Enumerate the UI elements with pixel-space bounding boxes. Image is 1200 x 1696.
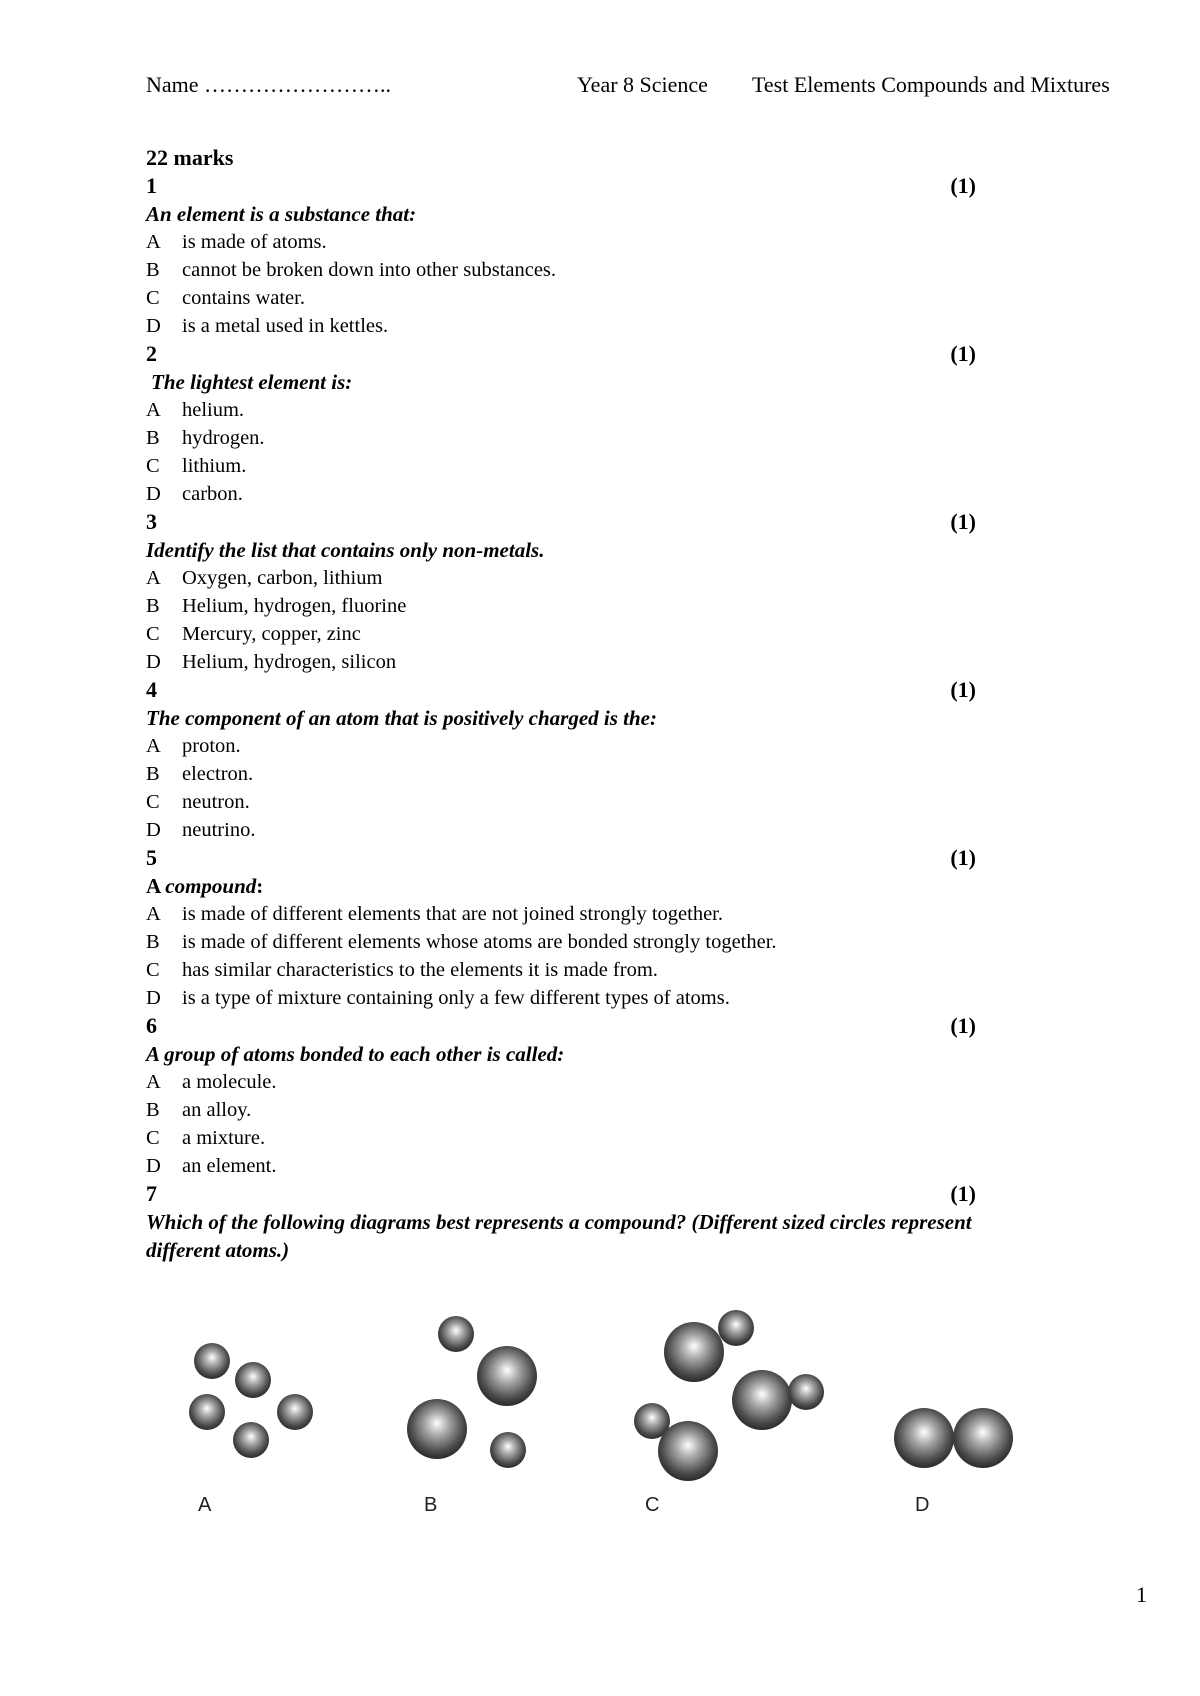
option-text: hydrogen. xyxy=(182,427,265,449)
diagram-label-c: C xyxy=(645,1494,660,1516)
option-letter: B xyxy=(146,259,160,281)
answer-option-b xyxy=(146,1096,976,1124)
atom xyxy=(664,1322,724,1382)
question-1 xyxy=(146,172,976,340)
option-text: is a metal used in kettles. xyxy=(182,315,389,337)
atom xyxy=(477,1346,537,1406)
option-text: has similar characteristics to the elements it is made from. xyxy=(182,959,658,981)
question-3 xyxy=(146,508,976,676)
question-7 xyxy=(146,1180,976,1264)
option-text: a mixture. xyxy=(182,1127,266,1149)
option-letter: B xyxy=(146,1099,160,1121)
question-number: 6 xyxy=(146,1013,157,1038)
answer-option-a xyxy=(146,564,976,592)
atom xyxy=(407,1399,467,1459)
option-letter: D xyxy=(146,1155,161,1177)
diagram-d xyxy=(894,1408,1013,1468)
option-letter: A xyxy=(146,1071,161,1093)
atom xyxy=(438,1316,474,1352)
option-text: carbon. xyxy=(182,483,243,505)
option-text: lithium. xyxy=(182,455,247,477)
option-letter: B xyxy=(146,595,160,617)
atom xyxy=(233,1422,269,1458)
option-text: a molecule. xyxy=(182,1071,277,1093)
option-text: helium. xyxy=(182,399,245,421)
diagram-label-d: D xyxy=(915,1494,930,1516)
option-text: electron. xyxy=(182,763,254,785)
option-letter: D xyxy=(146,987,161,1009)
question-marks: (1) xyxy=(950,173,976,198)
question-number: 5 xyxy=(146,845,157,870)
option-letter: A xyxy=(146,735,161,757)
particle-diagrams xyxy=(0,1280,1200,1540)
question-marks: (1) xyxy=(950,677,976,702)
atom xyxy=(732,1370,792,1430)
diagram-label-b: B xyxy=(424,1494,438,1516)
question-stem: The lightest element is: xyxy=(151,370,353,394)
question-stem: An element is a substance that: xyxy=(146,202,417,226)
atom xyxy=(718,1310,754,1346)
year-label: Year 8 Science xyxy=(577,72,708,97)
test-title: Test Elements Compounds and Mixtures xyxy=(752,72,1110,97)
answer-option-b xyxy=(146,256,976,284)
answer-option-d xyxy=(146,312,976,340)
answer-option-a xyxy=(146,396,976,424)
option-text: an alloy. xyxy=(182,1099,252,1121)
question-4 xyxy=(146,676,976,844)
option-text: is made of atoms. xyxy=(182,231,327,253)
answer-option-d xyxy=(146,816,976,844)
atom xyxy=(194,1343,230,1379)
atom xyxy=(894,1408,954,1468)
question-marks: (1) xyxy=(950,1013,976,1038)
total-marks: 22 marks xyxy=(146,145,234,170)
option-text: an element. xyxy=(182,1155,277,1177)
question-marks: (1) xyxy=(950,509,976,534)
question-6 xyxy=(146,1012,976,1180)
question-number: 3 xyxy=(146,509,157,534)
answer-option-c xyxy=(146,1124,976,1152)
answer-option-c xyxy=(146,452,976,480)
option-letter: C xyxy=(146,1127,160,1149)
option-text: contains water. xyxy=(182,287,305,309)
option-letter: D xyxy=(146,651,161,673)
question-marks: (1) xyxy=(950,1181,976,1206)
page-number: 1 xyxy=(1136,1582,1147,1607)
option-letter: C xyxy=(146,455,160,477)
atom xyxy=(189,1394,225,1430)
option-text: is a type of mixture containing only a few different types of atoms. xyxy=(182,987,730,1009)
question-stem xyxy=(146,872,976,900)
stem-suffix: : xyxy=(256,874,264,898)
atom xyxy=(788,1374,824,1410)
option-letter: B xyxy=(146,427,160,449)
option-letter: D xyxy=(146,315,161,337)
option-letter: C xyxy=(146,959,160,981)
answer-option-d xyxy=(146,984,976,1012)
question-number: 4 xyxy=(146,677,157,702)
option-letter: B xyxy=(146,763,160,785)
question-number: 1 xyxy=(146,173,157,198)
question-stem: The component of an atom that is positively charged is the: xyxy=(146,706,657,730)
answer-option-a xyxy=(146,228,976,256)
answer-option-a xyxy=(146,900,976,928)
option-letter: C xyxy=(146,287,160,309)
question-2 xyxy=(146,340,976,508)
name-field-label: Name …………………….. xyxy=(146,72,392,97)
atom xyxy=(490,1432,526,1468)
option-text: proton. xyxy=(182,735,241,757)
diagram-b xyxy=(407,1316,537,1468)
question-stem: Which of the following diagrams best represents a compound? (Different sized circles represent different atoms.) xyxy=(146,1210,972,1262)
option-letter: A xyxy=(146,567,161,589)
atom xyxy=(235,1362,271,1398)
question-5 xyxy=(146,844,976,1012)
answer-option-d xyxy=(146,480,976,508)
diagram-a xyxy=(189,1343,313,1458)
option-text: Oxygen, carbon, lithium xyxy=(182,567,383,589)
option-letter: D xyxy=(146,483,161,505)
option-letter: A xyxy=(146,903,161,925)
question-marks: (1) xyxy=(950,845,976,870)
option-letter: D xyxy=(146,819,161,841)
option-letter: A xyxy=(146,231,161,253)
atom xyxy=(658,1421,718,1481)
answer-option-b xyxy=(146,592,976,620)
option-text: Mercury, copper, zinc xyxy=(182,623,361,645)
diagram-c xyxy=(634,1310,824,1481)
question-number: 2 xyxy=(146,341,157,366)
answer-option-a xyxy=(146,732,976,760)
stem-prefix: A xyxy=(146,874,166,898)
stem-keyword: compound xyxy=(165,874,257,898)
answer-option-d xyxy=(146,1152,976,1180)
option-text: cannot be broken down into other substances. xyxy=(182,259,557,281)
answer-option-b xyxy=(146,760,976,788)
atom xyxy=(277,1394,313,1430)
question-list xyxy=(146,144,976,1264)
option-letter: A xyxy=(146,399,161,421)
question-stem: Identify the list that contains only non-metals. xyxy=(146,538,545,562)
answer-option-c xyxy=(146,620,976,648)
diagram-label-a: A xyxy=(198,1494,212,1516)
answer-option-c xyxy=(146,284,976,312)
option-text: Helium, hydrogen, fluorine xyxy=(182,595,407,617)
question-stem: A group of atoms bonded to each other is called: xyxy=(146,1042,565,1066)
answer-option-b xyxy=(146,424,976,452)
answer-option-a xyxy=(146,1068,976,1096)
answer-option-d xyxy=(146,648,976,676)
answer-option-c xyxy=(146,956,976,984)
answer-option-b xyxy=(146,928,976,956)
option-text: neutron. xyxy=(182,791,250,813)
atom xyxy=(953,1408,1013,1468)
option-text: Helium, hydrogen, silicon xyxy=(182,651,397,673)
question-marks: (1) xyxy=(950,341,976,366)
option-letter: C xyxy=(146,623,160,645)
option-letter: B xyxy=(146,931,160,953)
option-text: neutrino. xyxy=(182,819,256,841)
question-number: 7 xyxy=(146,1181,157,1206)
option-text: is made of different elements that are not joined strongly together. xyxy=(182,903,724,925)
option-text: is made of different elements whose atoms are bonded strongly together. xyxy=(182,931,777,953)
option-letter: C xyxy=(146,791,160,813)
answer-option-c xyxy=(146,788,976,816)
